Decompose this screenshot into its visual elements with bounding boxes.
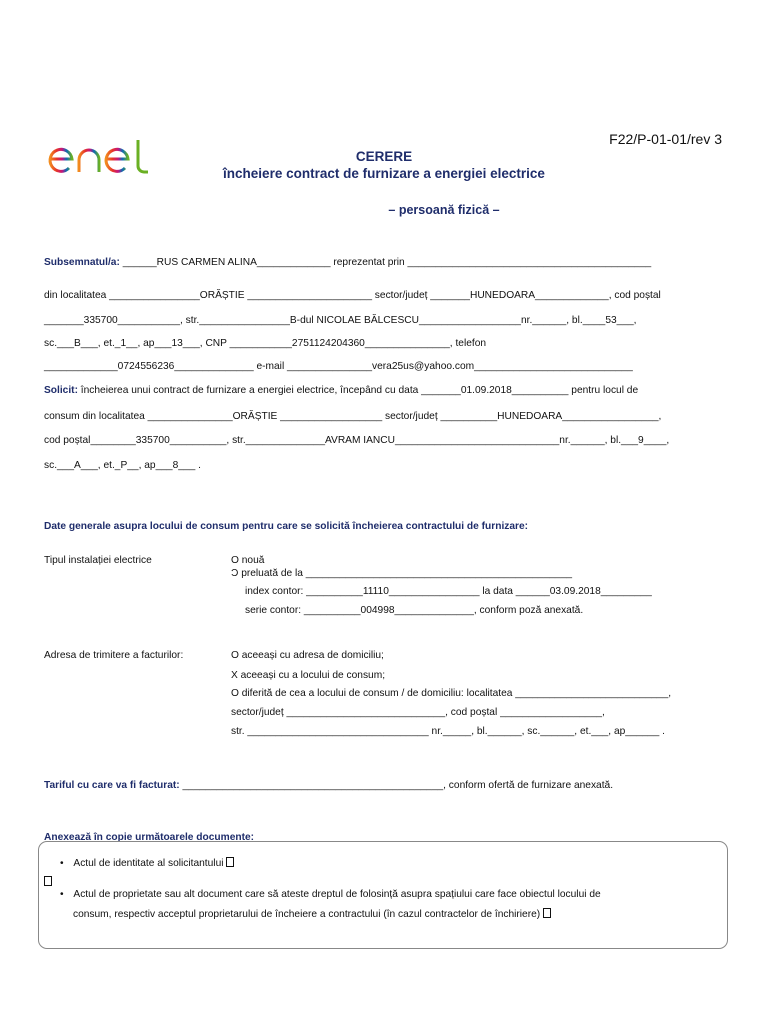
document-subtitle: încheiere contract de furnizare a energiei electrice: [223, 166, 545, 181]
bullet-icon: •: [60, 889, 64, 900]
billing-street-line: str. ________________________________ nr._____, bl.______, sc.______, et.___, ap______ .: [231, 726, 665, 737]
request-line-2: consum din localitatea _______________ORĂȘTIE __________________ sector/județ __________HUNEDOARA_________________,: [44, 411, 662, 422]
form-code: F22/P-01-01/rev 3: [609, 131, 722, 147]
request-line-1: [44, 385, 638, 396]
checkbox-icon[interactable]: [226, 857, 234, 867]
request-text: încheierea unui contract de furnizare a energiei electrice, începând cu data _______01.09.2018__________ pentru locul de: [77, 385, 639, 396]
applicant-line-4: sc.___B___, et._1__, ap___13___, CNP ___________2751124204360_______________, telefon: [44, 338, 487, 349]
option-new[interactable]: Ο nouă: [231, 555, 265, 566]
annex-item-1-text: Actul de identitate al solicitantului: [73, 858, 227, 869]
applicant-line-1: [44, 257, 651, 268]
annex-item-2-line-1: Actul de proprietate sau alt document care să ateste dreptul de folosință asupra spațiului care face obiectul locului de: [73, 889, 601, 900]
annex-item-1: [60, 857, 234, 869]
tariff-label: Tariful cu care va fi facturat:: [44, 780, 180, 791]
applicant-name-line: ______RUS CARMEN ALINA_____________ reprezentat prin ___________________________________________: [119, 257, 652, 268]
annex-section-title: Anexează în copie următoarele documente:: [44, 832, 255, 843]
billing-address-label: Adresa de trimitere a facturilor:: [44, 650, 184, 661]
billing-option-domicile[interactable]: O aceeași cu adresa de domiciliu;: [231, 650, 384, 661]
stray-checkbox-icon[interactable]: [44, 876, 52, 886]
applicant-line-3: _______335700___________, str.________________B-dul NICOLAE BĂLCESCU__________________nr.______, bl.____53___,: [44, 315, 637, 326]
annex-item-2: [60, 889, 601, 900]
request-line-3: cod poștal________335700__________, str.______________AVRAM IANCU_____________________________nr.______, bl.___9____,: [44, 435, 670, 446]
option-taken-over[interactable]: Ͻ preluată de la _______________________________________________: [231, 568, 573, 579]
installation-label: Tipul instalației electrice: [44, 555, 152, 566]
annex-item-2-line-2-wrap: [73, 908, 551, 920]
annex-item-2-line-2: consum, respectiv acceptul proprietarului de încheiere a contractului (în cazul contractelor de închiriere): [73, 909, 543, 920]
checkbox-icon[interactable]: [543, 908, 551, 918]
applicant-label: Subsemnatul/a:: [44, 257, 120, 268]
document-title: CERERE: [355, 149, 413, 164]
tariff-line: [44, 780, 613, 791]
request-label: Solicit:: [44, 385, 78, 396]
person-type: – persoană fizică –: [388, 203, 500, 217]
general-section-title: Date generale asupra locului de consum pentru care se solicită încheierea contractului de furnizare:: [44, 521, 529, 532]
applicant-line-5: _____________0724556236______________ e-mail _______________vera25us@yahoo.com____________________________: [44, 361, 633, 372]
meter-serial-line: serie contor: __________004998______________, conform poză anexată.: [245, 605, 584, 616]
meter-index-line: index contor: __________11110________________ la data ______03.09.2018_________: [245, 586, 652, 597]
billing-district-line: sector/județ ____________________________, cod poștal __________________,: [231, 707, 605, 718]
tariff-text: ______________________________________________, conform ofertă de furnizare anexată.: [179, 780, 614, 791]
applicant-line-2: din localitatea ________________ORĂȘTIE ______________________ sector/județ _______HUNEDOARA_____________, cod poștal: [44, 290, 661, 301]
billing-option-consumption[interactable]: X aceeași cu a locului de consum;: [231, 670, 386, 681]
bullet-icon: •: [60, 858, 64, 869]
request-line-4: sc.___A___, et._P__, ap___8___ .: [44, 460, 201, 471]
billing-option-different[interactable]: O diferită de cea a locului de consum / de domiciliu: localitatea ___________________________,: [231, 688, 672, 699]
